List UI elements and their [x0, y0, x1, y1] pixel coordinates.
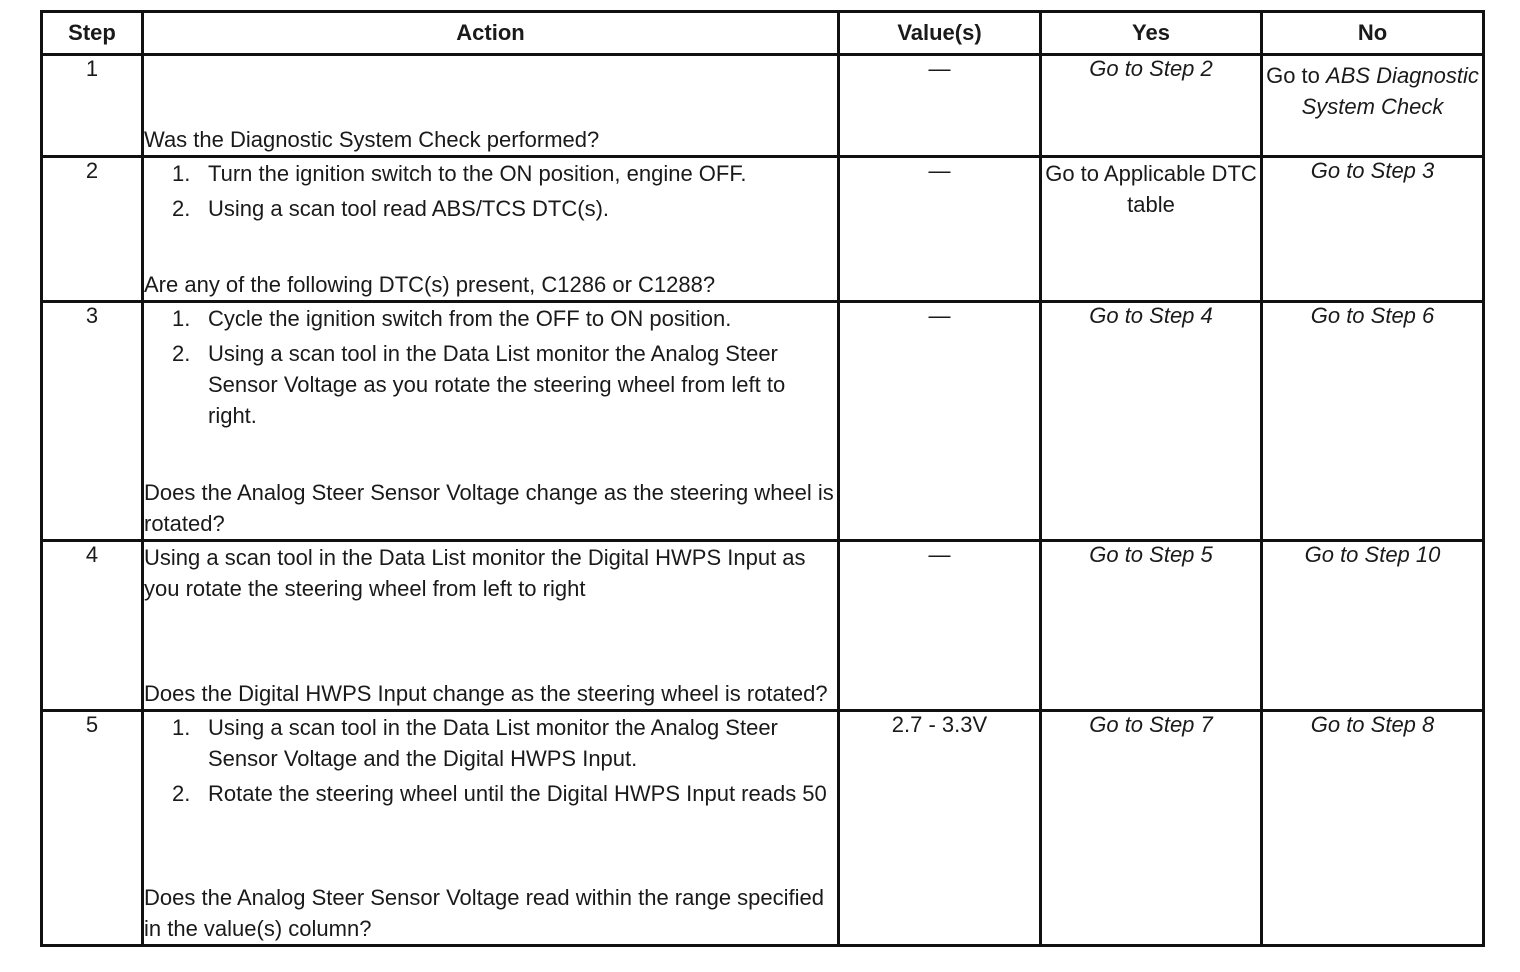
step-item-number: 1. — [172, 715, 191, 740]
action-cell — [143, 541, 839, 711]
step-item-number: 2. — [172, 341, 191, 366]
step-item-number: 2. — [172, 196, 191, 221]
value-cell: — — [839, 302, 1041, 541]
yes-cell[interactable]: Go to Step 2 — [1041, 55, 1262, 157]
table-row — [42, 711, 1484, 946]
step-item-text: Rotate the steering wheel until the Digital HWPS Input reads 50 — [208, 781, 827, 806]
step-item-number: 1. — [172, 161, 191, 186]
no-link-text: ABS Diagnostic System Check — [1301, 63, 1479, 119]
step-item-number: 2. — [172, 781, 191, 806]
value-cell: — — [839, 541, 1041, 711]
header-value: Value(s) — [839, 12, 1041, 55]
action-cell — [143, 302, 839, 541]
yes-cell[interactable]: Go to Applicable DTC table — [1041, 157, 1262, 302]
table-row — [42, 302, 1484, 541]
action-step-item — [172, 712, 837, 774]
value-cell: — — [839, 55, 1041, 157]
header-row — [42, 12, 1484, 55]
action-cell — [143, 711, 839, 946]
step-number: 2 — [42, 157, 143, 302]
diagnostic-table — [40, 10, 1485, 947]
yes-cell[interactable]: Go to Step 7 — [1041, 711, 1262, 946]
no-prefix: Go to — [1266, 63, 1320, 88]
no-cell[interactable]: Go to Step 8 — [1262, 711, 1484, 946]
table-row — [42, 157, 1484, 302]
action-question: Does the Analog Steer Sensor Voltage change as the steering wheel is rotated? — [144, 480, 834, 536]
action-steps — [144, 158, 837, 228]
no-cell[interactable]: Go to Step 3 — [1262, 157, 1484, 302]
no-cell[interactable]: Go to Step 6 — [1262, 302, 1484, 541]
yes-cell[interactable]: Go to Step 4 — [1041, 302, 1262, 541]
header-yes: Yes — [1041, 12, 1262, 55]
action-question: Does the Analog Steer Sensor Voltage read within the range specified in the value(s) column? — [144, 885, 825, 941]
table-row — [42, 541, 1484, 711]
header-no: No — [1262, 12, 1484, 55]
action-question: Are any of the following DTC(s) present, C1286 or C1288? — [144, 272, 716, 297]
action-step-item — [172, 193, 837, 224]
action-step-item — [172, 778, 837, 809]
diagnostic-table-container — [40, 10, 1485, 947]
action-steps — [144, 712, 837, 813]
header-step: Step — [42, 12, 143, 55]
step-number: 4 — [42, 541, 143, 711]
action-cell — [143, 55, 839, 157]
value-cell: 2.7 - 3.3V — [839, 711, 1041, 946]
action-step-item — [172, 338, 837, 431]
step-item-text: Cycle the ignition switch from the OFF to ON position. — [208, 306, 732, 331]
action-cell — [143, 157, 839, 302]
table-row — [42, 55, 1484, 157]
step-item-text: Using a scan tool in the Data List monitor the Analog Steer Sensor Voltage as you rotate the steering wheel from left to right. — [208, 341, 786, 428]
action-lead: Using a scan tool in the Data List monitor the Digital HWPS Input as you rotate the steering wheel from left to right — [144, 545, 806, 601]
action-question: Does the Digital HWPS Input change as the steering wheel is rotated? — [144, 681, 828, 706]
value-cell: — — [839, 157, 1041, 302]
no-cell[interactable]: Go to Step 10 — [1262, 541, 1484, 711]
step-number: 5 — [42, 711, 143, 946]
step-item-number: 1. — [172, 306, 191, 331]
yes-cell[interactable]: Go to Step 5 — [1041, 541, 1262, 711]
step-item-text: Using a scan tool in the Data List monitor the Analog Steer Sensor Voltage and the Digital HWPS Input. — [208, 715, 778, 771]
header-action: Action — [143, 12, 839, 55]
step-number: 3 — [42, 302, 143, 541]
action-steps — [144, 303, 837, 435]
step-number: 1 — [42, 55, 143, 157]
step-item-text: Turn the ignition switch to the ON position, engine OFF. — [208, 161, 747, 186]
action-question: Was the Diagnostic System Check performed? — [144, 127, 600, 152]
no-cell[interactable] — [1262, 55, 1484, 157]
action-step-item — [172, 303, 837, 334]
action-step-item — [172, 158, 837, 189]
step-item-text: Using a scan tool read ABS/TCS DTC(s). — [208, 196, 610, 221]
